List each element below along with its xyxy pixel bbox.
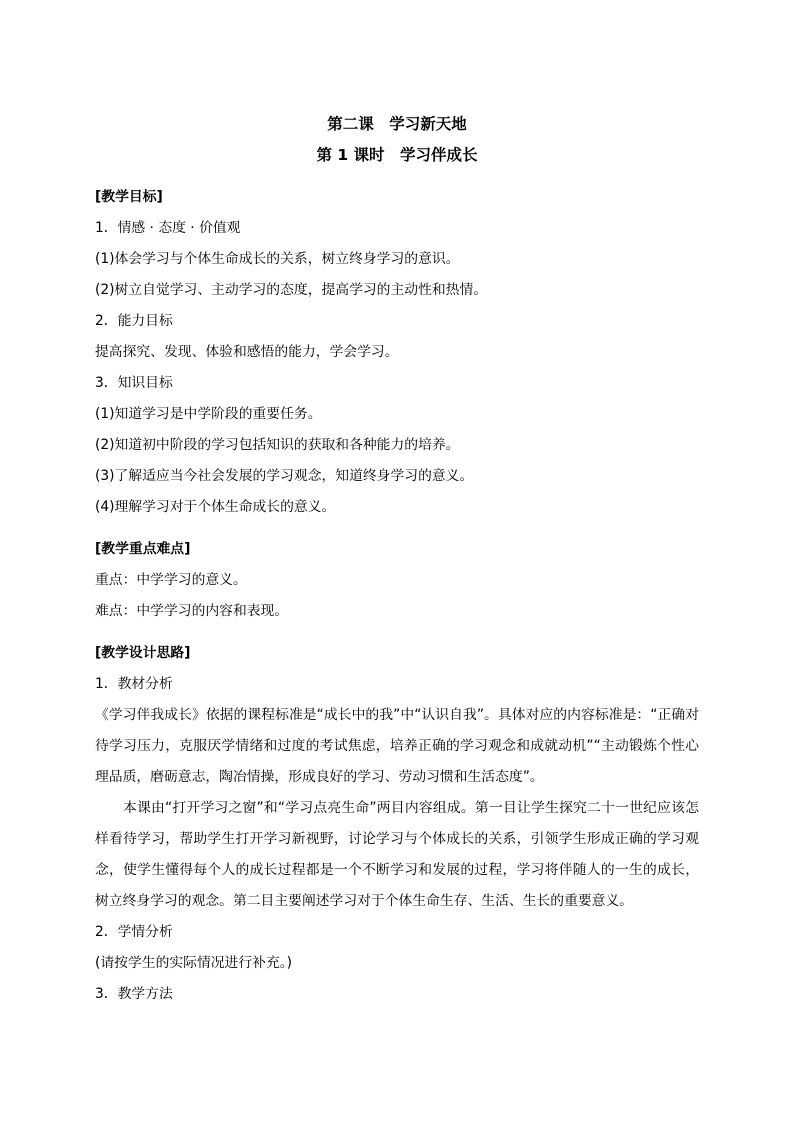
goal-3c: (3)了解适应当今社会发展的学习观念，知道终身学习的意义。 xyxy=(95,468,474,484)
goal-3-heading: 3．知识目标 xyxy=(95,375,173,391)
section-heading-design: [教学设计思路] xyxy=(95,645,191,661)
period-title: 第 1 课时 学习伴成长 xyxy=(316,146,478,164)
goal-1-heading: 1．情感 · 态度 · 价值观 xyxy=(95,220,241,236)
lesson-title: 第二课 学习新天地 xyxy=(327,115,467,133)
goal-1a: (1)体会学习与个体生命成长的关系，树立终身学习的意识。 xyxy=(95,251,460,267)
lesson-structure-paragraph: 本课由“打开学习之窗”和“学习点亮生命”两目内容组成。第一目让学生探究二十一世纪应该怎样看待学习，帮助学生打开学习新视野，讨论学习与个体成长的关系，引领学生形成正确的学习观念，使学生懂得每个人的成长过程都是一个不断学习和发展的过程，学习将伴随人的一生的成长，树立终身学习的观念。第二目主要阐述学习对于个体生命生存、生活、生长的重要意义。 xyxy=(95,800,699,909)
design-3-heading: 3．教学方法 xyxy=(95,986,173,1002)
section-heading-goals: [教学目标] xyxy=(95,189,163,205)
goal-3b: (2)知道初中阶段的学习包括知识的获取和各种能力的培养。 xyxy=(95,437,460,453)
goal-1b: (2)树立自觉学习、主动学习的态度，提高学习的主动性和热情。 xyxy=(95,282,488,298)
design-2-heading: 2．学情分析 xyxy=(95,924,173,940)
difficult-point: 难点：中学学习的内容和表现。 xyxy=(95,603,289,619)
textbook-analysis-paragraph: 《学习伴我成长》依据的课程标准是“成长中的我”中“认识自我”。具体对应的内容标准是：“正确对待学习压力，克服厌学情绪和过度的考试焦虑，培养正确的学习观念和成就动机”“主动锻炼个性心理品质，磨砺意志，陶冶情操，形成良好的学习、劳动习惯和生活态度”。 xyxy=(95,707,699,785)
design-2a: (请按学生的实际情况进行补充。) xyxy=(95,955,293,971)
goal-2-heading: 2．能力目标 xyxy=(95,313,173,329)
design-1-heading: 1．教材分析 xyxy=(95,676,173,692)
key-point: 重点：中学学习的意义。 xyxy=(95,572,247,588)
goal-2a: 提高探究、发现、体验和感悟的能力，学会学习。 xyxy=(95,344,399,360)
goal-3d: (4)理解学习对于个体生命成长的意义。 xyxy=(95,499,336,515)
section-heading-key-points: [教学重点难点] xyxy=(95,541,191,557)
goal-3a: (1)知道学习是中学阶段的重要任务。 xyxy=(95,406,322,422)
